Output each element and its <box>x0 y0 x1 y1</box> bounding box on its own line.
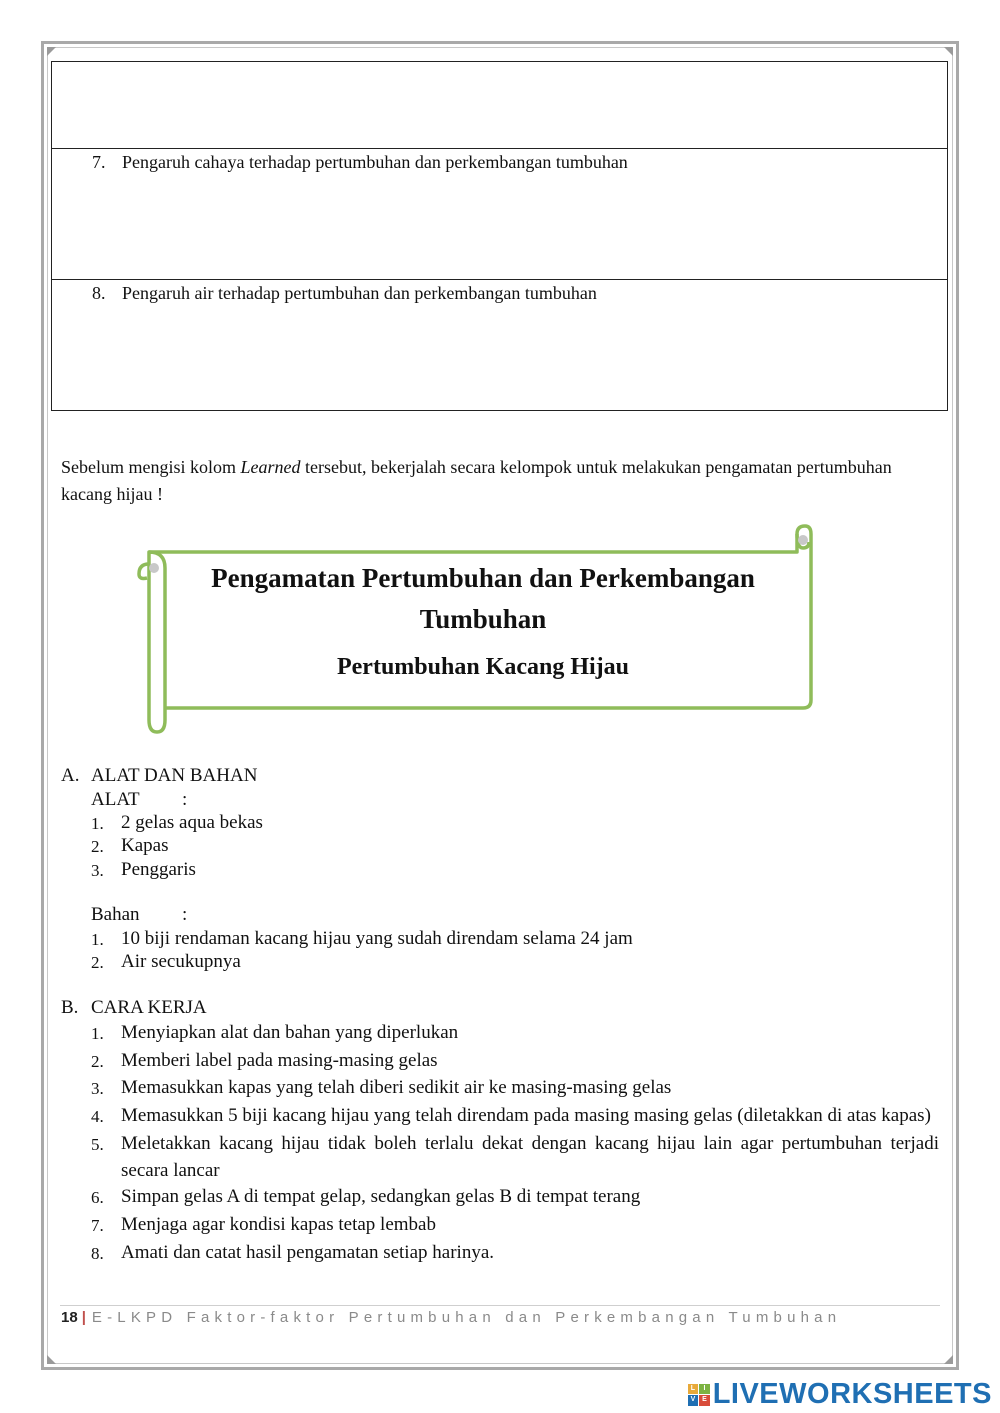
page-number: 18 <box>61 1309 78 1326</box>
item-text: Amati dan catat hasil pengamatan setiap harinya. <box>121 1241 494 1263</box>
liveworksheets-logo-icon <box>688 1384 710 1406</box>
item-number: 7. <box>91 1215 104 1235</box>
bahan-label: Bahan <box>91 904 140 925</box>
row-number: 8. <box>92 283 106 303</box>
logo-letter: I <box>699 1384 710 1395</box>
item-text: Memasukkan 5 biji kacang hijau yang telah direndam pada masing masing gelas (diletakkan di atas kapas) <box>121 1105 931 1127</box>
intro-text-before: Sebelum mengisi kolom <box>61 457 241 477</box>
item-number: 3. <box>91 1079 104 1099</box>
alat-colon: : <box>182 789 188 810</box>
answer-cell-6[interactable] <box>52 62 948 149</box>
item-number: 1. <box>91 1024 104 1043</box>
frame-corner-top-left <box>47 47 56 56</box>
item-text: Penggaris <box>121 858 196 880</box>
table-row-blank <box>52 62 948 149</box>
list-item <box>91 1020 939 1048</box>
bahan-label-row <box>91 904 187 926</box>
banner-title: Pengamatan Pertumbuhan dan Perkembangan Tumbuhan <box>211 563 755 634</box>
logo-letter: L <box>688 1384 699 1395</box>
cara-kerja-list <box>91 1020 939 1267</box>
item-text: Memberi label pada masing-masing gelas <box>121 1049 438 1071</box>
footer-separator: | <box>81 1309 86 1326</box>
section-b-title: CARA KERJA <box>91 997 207 1018</box>
footer-title: E-LKPD Faktor-faktor Pertumbuhan dan Perkembangan Tumbuhan <box>91 1309 842 1326</box>
logo-letter: V <box>688 1395 699 1406</box>
table-row-8 <box>52 280 948 411</box>
liveworksheets-watermark[interactable] <box>688 1378 992 1411</box>
list-item <box>91 1075 939 1103</box>
intro-italic: Learned <box>240 457 301 477</box>
list-item <box>91 1048 939 1076</box>
row-question: Pengaruh air terhadap pertumbuhan dan perkembangan tumbuhan <box>122 283 597 303</box>
section-a-title: ALAT DAN BAHAN <box>91 765 258 786</box>
list-item <box>91 858 263 881</box>
alat-label: ALAT <box>91 789 140 810</box>
learned-table <box>51 61 948 411</box>
row-question: Pengaruh cahaya terhadap pertumbuhan dan perkembangan tumbuhan <box>122 152 628 172</box>
item-number: 5. <box>91 1134 104 1154</box>
list-item <box>91 927 633 950</box>
bahan-colon: : <box>182 904 188 925</box>
item-number: 1. <box>91 930 104 949</box>
item-number: 4. <box>91 1107 104 1127</box>
section-a-heading <box>61 765 257 787</box>
item-number: 8. <box>91 1243 104 1263</box>
alat-label-row <box>91 789 187 811</box>
item-text: Kapas <box>121 835 169 857</box>
table-row-7 <box>52 149 948 280</box>
item-text: Menjaga agar kondisi kapas tetap lembab <box>121 1213 436 1235</box>
list-item <box>91 834 263 857</box>
section-a-letter: A. <box>61 765 80 786</box>
item-number: 2. <box>91 1051 104 1071</box>
item-text: Memasukkan kapas yang telah diberi sedikit air ke masing-masing gelas <box>121 1077 672 1099</box>
item-text: Menyiapkan alat dan bahan yang diperlukan <box>121 1022 459 1043</box>
section-b-heading <box>61 997 207 1019</box>
answer-cell-8[interactable] <box>52 280 948 411</box>
item-text: Simpan gelas A di tempat gelap, sedangkan gelas B di tempat terang <box>121 1186 641 1208</box>
scroll-banner <box>133 524 817 738</box>
row-number: 7. <box>92 152 106 172</box>
list-item <box>91 1184 939 1212</box>
item-number: 1. <box>91 814 104 833</box>
liveworksheets-text: LIVEWORKSHEETS <box>712 1378 992 1410</box>
item-text: Air secukupnya <box>121 951 241 973</box>
section-b-letter: B. <box>61 997 79 1018</box>
frame-corner-top-right <box>944 47 953 56</box>
item-number: 6. <box>91 1188 104 1208</box>
item-number: 2. <box>91 953 104 973</box>
item-number: 2. <box>91 837 104 857</box>
list-item <box>91 1131 939 1184</box>
list-item <box>91 811 263 834</box>
frame-corner-bottom-right <box>944 1355 953 1364</box>
frame-corner-bottom-left <box>47 1355 56 1364</box>
list-item <box>91 1240 939 1268</box>
item-text: 10 biji rendaman kacang hijau yang sudah direndam selama 24 jam <box>121 928 633 949</box>
logo-letter: E <box>699 1395 710 1406</box>
item-text: 2 gelas aqua bekas <box>121 812 263 833</box>
item-number: 3. <box>91 860 104 880</box>
alat-list <box>91 811 263 881</box>
answer-cell-7[interactable] <box>52 149 948 280</box>
list-item <box>91 1212 939 1240</box>
banner-subtitle: Pertumbuhan Kacang Hijau <box>336 654 630 680</box>
intro-text-after: tersebut, bekerjalah secara kelompok untuk melakukan pengamatan pertumbuhan kacang hijau ! <box>61 457 892 504</box>
list-item <box>91 950 633 973</box>
page-footer <box>61 1309 841 1326</box>
intro-paragraph <box>61 454 941 508</box>
footer-divider <box>60 1305 940 1306</box>
bahan-list <box>91 927 633 974</box>
item-text: Meletakkan kacang hijau tidak boleh terlalu dekat dengan kacang hijau lain agar pertumbuhan terjadi secara lancar <box>121 1132 939 1181</box>
list-item <box>91 1103 939 1131</box>
